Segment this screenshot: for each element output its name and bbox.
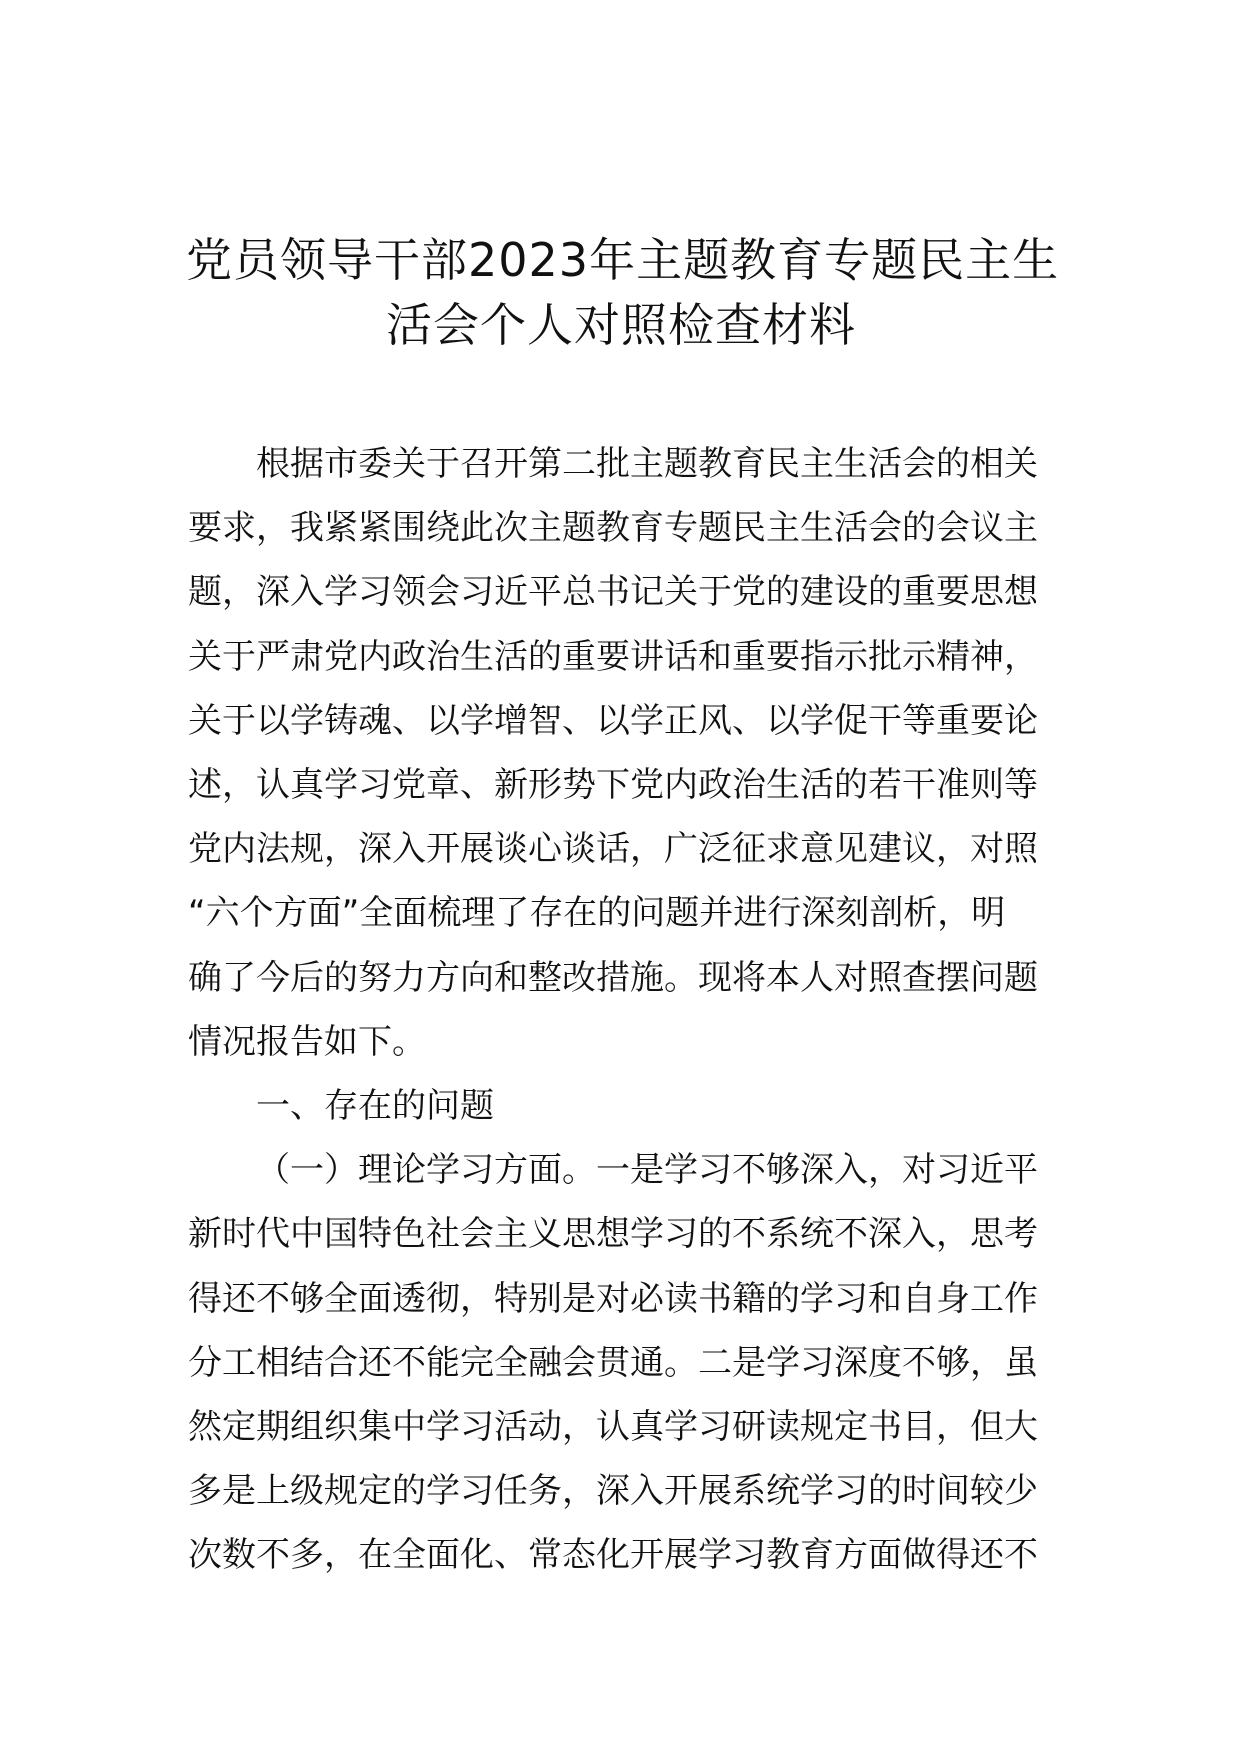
paragraph-line: 关于严肃党内政治生活的重要讲话和重要指示批示精神， [188, 636, 1038, 677]
paragraph-line: “六个方面”全面梳理了存在的问题并进行深刻剖析，明 [188, 893, 1006, 934]
paragraph-line: 分工相结合还不能完全融会贯通。二是学习深度不够，虽 [188, 1342, 1038, 1383]
paragraph-line: 新时代中国特色社会主义思想学习的不系统不深入，思考 [188, 1214, 1038, 1255]
paragraph-line: 要求，我紧紧围绕此次主题教育专题民主生活会的会议主 [188, 508, 1038, 549]
intro-paragraph [188, 432, 1054, 1074]
paragraph-line: 得还不够全面透彻，特别是对必读书籍的学习和自身工作 [188, 1278, 1038, 1319]
paragraph-line: 然定期组织集中学习活动，认真学习研读规定书目，但大 [188, 1407, 1038, 1448]
paragraph-line: 确了今后的努力方向和整改措施。现将本人对照查摆问题 [188, 957, 1038, 998]
paragraph-line: 次数不多，在全面化、常态化开展学习教育方面做得还不 [188, 1535, 1038, 1576]
title-line-1: 党员领导干部2023年主题教育专题民主生 [186, 233, 1060, 287]
paragraph-line: 情况报告如下。 [188, 1021, 426, 1062]
paragraph-line: 述，认真学习党章、新形势下党内政治生活的若干准则等 [188, 765, 1038, 806]
paragraph-line: 关于以学铸魂、以学增智、以学正风、以学促干等重要论 [188, 700, 1038, 741]
title-line-2: 活会个人对照检查材料 [386, 298, 856, 352]
document-title [186, 228, 1060, 358]
paragraph-line: 多是上级规定的学习任务，深入开展系统学习的时间较少 [188, 1471, 1038, 1512]
paragraph-line: 党内法规，深入开展谈心谈话，广泛征求意见建议，对照 [188, 829, 1038, 870]
section-heading [188, 1074, 1054, 1138]
section-heading-text: 一、存在的问题 [256, 1086, 494, 1127]
paragraph-line: 题，深入学习领会习近平总书记关于党的建设的重要思想 [188, 572, 1038, 613]
paragraph-line: （一）理论学习方面。一是学习不够深入，对习近平 [256, 1150, 1038, 1191]
section-paragraph [188, 1138, 1054, 1587]
paragraph-line: 根据市委关于召开第二批主题教育民主生活会的相关 [256, 444, 1038, 484]
document-body [188, 432, 1054, 1588]
